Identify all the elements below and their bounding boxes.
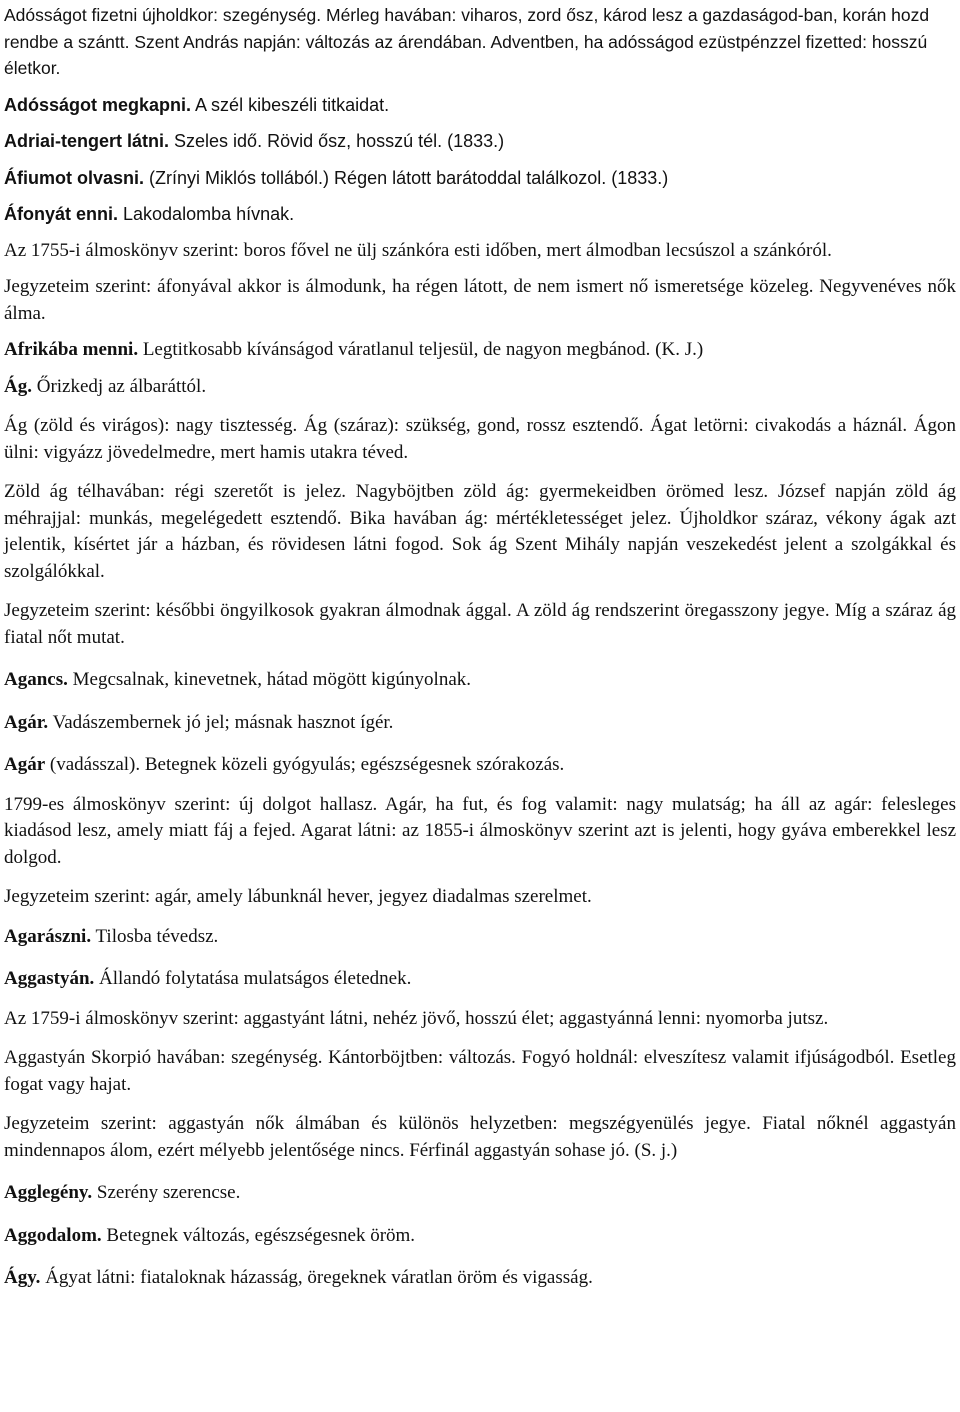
entry-afonya-1755: Az 1755-i álmoskönyv szerint: boros fővel ne ülj szánkóra esti időben, mert álmodban lecsúszol a szánkóról.: [4, 239, 832, 261]
entry-aggastyan-skorpio: Aggastyán Skorpió havában: szegénység. Kántorböjtben: változás. Fogyó holdnál: elveszítesz valamit ifjúságodból. Esetleg fogat vagy hajat.: [4, 1047, 956, 1095]
entry-afium: Áfiumot olvasni. (Zrínyi Miklós tollából.) Régen látott barátoddal találkozol. (1833.): [4, 167, 669, 188]
entry-adossagot-megkapni: Adósságot megkapni. A szél kibeszéli titkaidat.: [4, 94, 390, 115]
entry-afonya: Áfonyát enni. Lakodalomba hívnak.: [4, 204, 295, 224]
entry-aggastyan-jegyzet: Jegyzeteim szerint: aggastyán nők álmában és különös helyzetben: megszégyenülés jegye. Fiatal nőknél aggastyán mindennapos álom, ezért mélyebb jelentősége nincs. Férfinál aggastyán sohase jó. (S. j.): [4, 1113, 956, 1161]
entry-ag: Ág. Őrizkedj az álbaráttól.: [4, 375, 207, 397]
entry-agar-jegyzet: Jegyzeteim szerint: agár, amely lábunknál hever, jegyez diadalmas szerelmet.: [4, 886, 592, 907]
entry-ag-telhava: Zöld ág télhavában: régi szeretőt is jelez. Nagyböjtben zöld ág: gyermekeidben örömed lesz. József napján zöld ág méhrajjal: munkás, megelégedett esztendő. Bika havában ág: mértékletességet jelez. Újholdkor száraz, vékony ágak azt jelentik, kísértet jár a házban, és rövidesen látni fogod. Sok ág Szent Mihály napján veszekedést jelent a szolgákkal és szolgálókkal.: [4, 481, 956, 582]
entry-adriai-tenger: Adriai-tengert látni. Szeles idő. Rövid ősz, hosszú tél. (1833.): [4, 131, 505, 151]
entry-agancs: Agancs. Megcsalnak, kinevetnek, hátad mögött kigúnyolnak.: [4, 669, 472, 690]
entry-agglegeny: Agglegény. Szerény szerencse.: [4, 1182, 241, 1203]
entry-agar-vadasz: Agár (vadásszal). Betegnek közeli gyógyulás; egészségesnek szórakozás.: [4, 754, 565, 775]
entry-ag-jegyzet: Jegyzeteim szerint: későbbi öngyilkosok gyakran álmodnak ággal. A zöld ág rendszerint öregasszony jegye. Míg a száraz ág fiatal nőt mutat.: [4, 600, 956, 648]
entry-agar: Agár. Vadászembernek jó jel; másnak hasznot ígér.: [4, 711, 394, 733]
entry-aggodalom: Aggodalom. Betegnek változás, egészségesnek öröm.: [4, 1224, 416, 1246]
entry-aggastyan-1759: Az 1759-i álmoskönyv szerint: aggastyánt látni, nehéz jövő, hosszú élet; aggastyánná lenni: nyomorba jutsz.: [4, 1007, 829, 1029]
entry-agar-1799: 1799-es álmoskönyv szerint: új dolgot hallasz. Agár, ha fut, és fog valamit: nagy mulatság; ha áll az agár: felesleges kiadásod lesz, amely miatt fáj a fejed. Agarat látni: az 1855-i álmoskönyv szerint azt is jelenti, hogy gyáva emberekkel lesz dolgod.: [4, 793, 956, 868]
entry-afonya-jegyzet: Jegyzeteim szerint: áfonyával akkor is álmodunk, ha régen látott, de nem ismert nő ismeretsége közeleg. Negyvenéves nők álma.: [4, 276, 956, 324]
entry-agaraszni: Agarászni. Tilosba tévedsz.: [4, 925, 219, 947]
entry-agy: Ágy. Ágyat látni: fiataloknak házasság, öregeknek váratlan öröm és vigasság.: [4, 1267, 593, 1288]
entry-ag-zold: Ág (zöld és virágos): nagy tisztesség. Ág (száraz): szükség, gond, rossz esztendő. Ágat letörni: civakodás a háznál. Ágon ülni: vigyázz jövedelmedre, mert hamis utakra téved.: [4, 415, 956, 463]
entry-adossagot-fizetni: Adósságot fizetni újholdkor: szegénység. Mérleg havában: viharos, zord ősz, károd lesz a gazdaságod-ban, korán hozd rendbe a szántt. Szent András napján: változás az árendában. Adventben, ha adósságod ezüstpénzzel fizetted: hosszú életkor.: [4, 5, 930, 78]
entry-afrika: Afrikába menni. Legtitkosabb kívánságod váratlanul teljesül, de nagyon megbánod. (K. J.): [4, 339, 704, 360]
entry-aggastyan: Aggastyán. Állandó folytatása mulatságos életednek.: [4, 968, 412, 989]
